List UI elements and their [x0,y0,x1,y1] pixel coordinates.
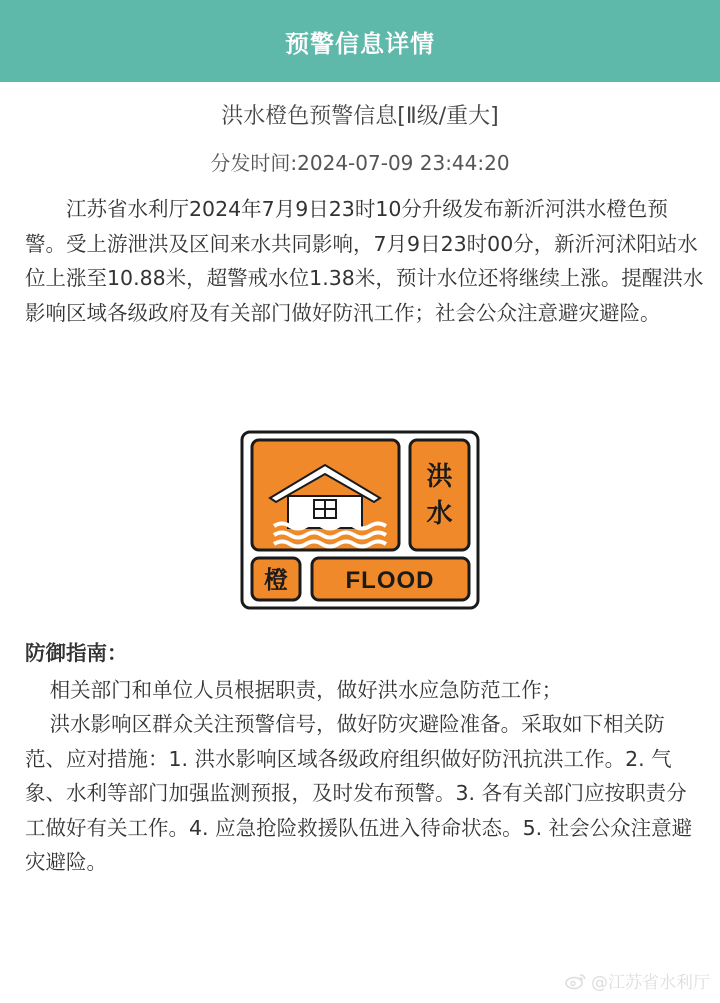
flood-label-char-1: 洪 [426,462,453,492]
weibo-icon [565,972,587,990]
flood-label-box [410,440,469,550]
alert-body: 江苏省水利厅2024年7月9日23时10分升级发布新沂河洪水橙色预警。受上游泄洪及区间来水共同影响，7月9日23时00分，新沂河沭阳站水位上涨至10.88米，超警戒水位1.38米，预计水位还将继续上涨。提醒洪水影响区域各级政府及有关部门做好防汛工作；社会公众注意避灾避险。 [25,197,704,325]
watermark [565,968,710,993]
guide-line-1: 相关部门和单位人员根据职责，做好洪水应急防范工作； [49,678,563,702]
page-header [0,0,720,82]
flood-label-char-2: 水 [426,499,453,529]
watermark-text: @江苏省水利厅 [591,973,710,993]
guide-heading: 防御指南： [25,641,128,665]
orange-flood-warning-icon [240,430,480,610]
alert-title: 洪水橙色预警信息[Ⅱ级/重大] [221,104,499,129]
page-title: 预警信息详情 [285,29,435,58]
issue-time: 分发时间:2024-07-09 23:44:20 [210,151,510,175]
guide-line-2: 洪水影响区群众关注预警信号，做好防灾避险准备。采取如下相关防范、应对措施：1. 洪水影响区域各级政府组织做好防汛抗洪工作。2. 气象、水利等部门加强监测预报，及时发布预警。3. 各有关部门应按职责分工做好有关工作。4. 应急抢险救援队伍进入待命状态。5. 社会公众注意避灾避险。 [25,712,693,874]
flood-word-label: FLOOD [345,567,435,594]
level-label: 橙 [264,566,288,594]
